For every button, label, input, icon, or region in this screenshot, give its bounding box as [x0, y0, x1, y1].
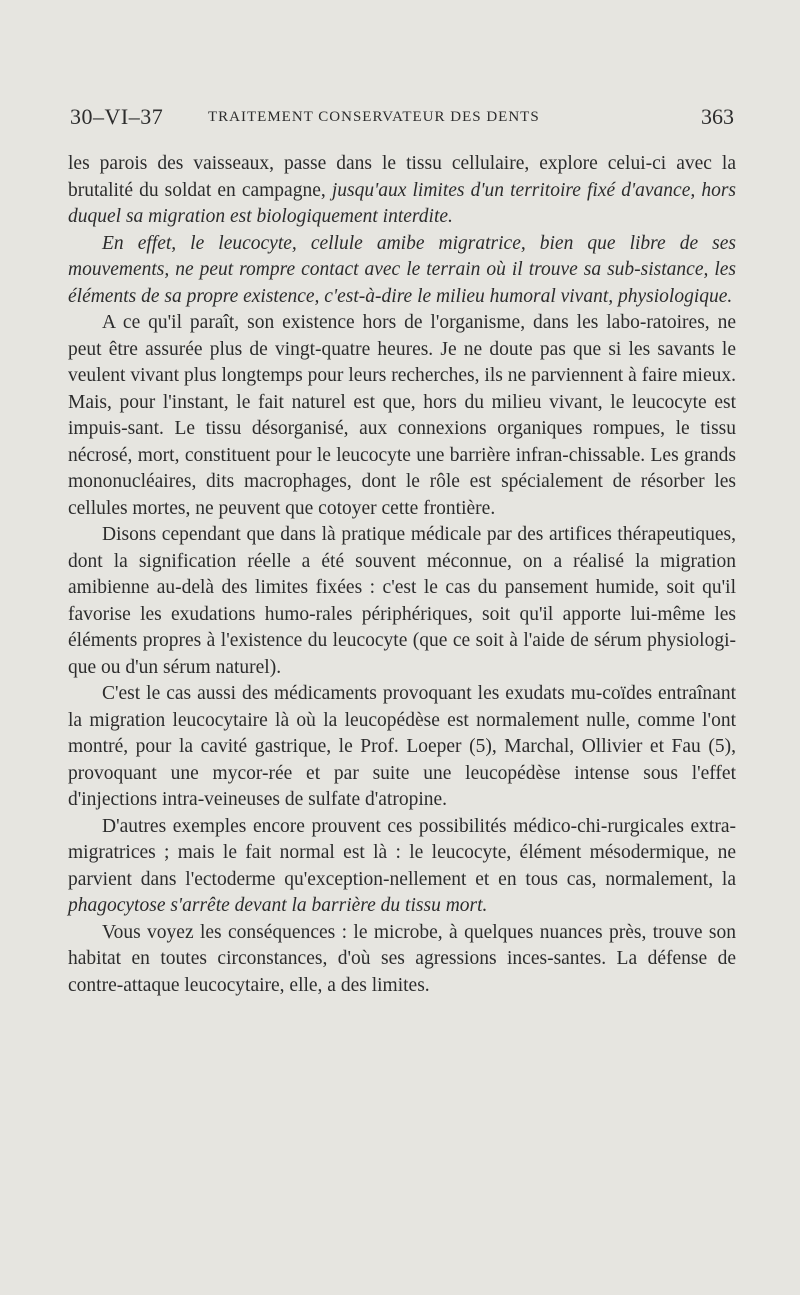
paragraph — [68, 151, 736, 231]
folio-date: 30–VI–37 — [70, 104, 164, 129]
text-run: les parois des vaisseaux, passe dans le tissu cellulaire, explore celui-ci avec la brutalité du soldat en campagne, — [68, 153, 736, 201]
page-number: 363 — [701, 104, 734, 129]
paragraph — [68, 814, 736, 920]
italic-run: phagocytose s'arrête devant la barrière du tissu mort. — [68, 895, 488, 916]
paragraph — [68, 920, 736, 1000]
running-title: TRAITEMENT CONSERVATEUR DES DENTS — [208, 109, 540, 125]
page-header — [70, 104, 734, 134]
paragraph — [68, 310, 736, 522]
text-run: Vous voyez les conséquences : le microbe, à quelques nuances près, trouve son habitat en toutes circonstances, d'où ses agressions inces-santes. La défense de contre-attaque leucocytaire, elle, a des limites. — [68, 921, 736, 996]
italic-run: jusqu'aux limites d'un territoire fixé d'avance, hors duquel sa migration est biologiquement interdite. — [68, 179, 737, 227]
text-run: D'autres exemples encore prouvent ces possibilités médico-chi-rurgicales extra-migratrices ; mais le fait normal est là : le leucocyte, élément mésodermique, ne parvient dans l'ectoderme qu'exception-nellement et en tous cas, normalement, la — [68, 815, 736, 890]
body-text — [68, 151, 736, 999]
paragraph — [68, 522, 736, 681]
paragraph — [68, 681, 736, 814]
text-run: C'est le cas aussi des médicaments provoquant les exudats mu-coïdes entraînant la migration leucocytaire là où la leucopédèse est normalement nulle, comme l'ont montré, pour la cavité gastrique, le Prof. Loeper (5), Marchal, Ollivier et Fau (5), provoquant une mycor-rée et par suite une leucopédèse intense sous l'effet d'injections intra-veineuses de sulfate d'atropine. — [68, 683, 736, 810]
paragraph — [68, 231, 736, 311]
text-run: A ce qu'il paraît, son existence hors de l'organisme, dans les labo-ratoires, ne peut être assurée plus de vingt-quatre heures. Je ne doute pas que si les savants le veulent vivant plus longtemps pour leurs recherches, ils ne parviennent à faire mieux. Mais, pour l'instant, le fait naturel est que, hors du milieu vivant, le leucocyte est impuis-sant. Le tissu désorganisé, aux connexions organiques rompues, le tissu nécrosé, mort, constituent pour le leucocyte une barrière infran-chissable. Les grands mononucléaires, dits macrophages, dont le rôle est spécialement de résorber les cellules mortes, ne peuvent que cotoyer cette frontière. — [68, 312, 736, 519]
text-run: Disons cependant que dans là pratique médicale par des artifices thérapeutiques, dont la signification réelle a été souvent méconnue, on a réalisé la migration amibienne au-delà des limites fixées : c'est le cas du pansement humide, soit qu'il favorise les exudations humo-rales périphériques, soit qu'il apporte lui-même les éléments propres à l'existence du leucocyte (que ce soit à l'aide de sérum physiologi-que ou d'un sérum naturel). — [68, 524, 736, 678]
italic-run: En effet, le leucocyte, cellule amibe migratrice, bien que libre de ses mouvements, ne peut rompre contact avec le terrain où il trouve sa sub-sistance, les éléments de sa propre existence, c'est-à-dire le milieu humoral vivant, physiologique. — [68, 232, 736, 307]
